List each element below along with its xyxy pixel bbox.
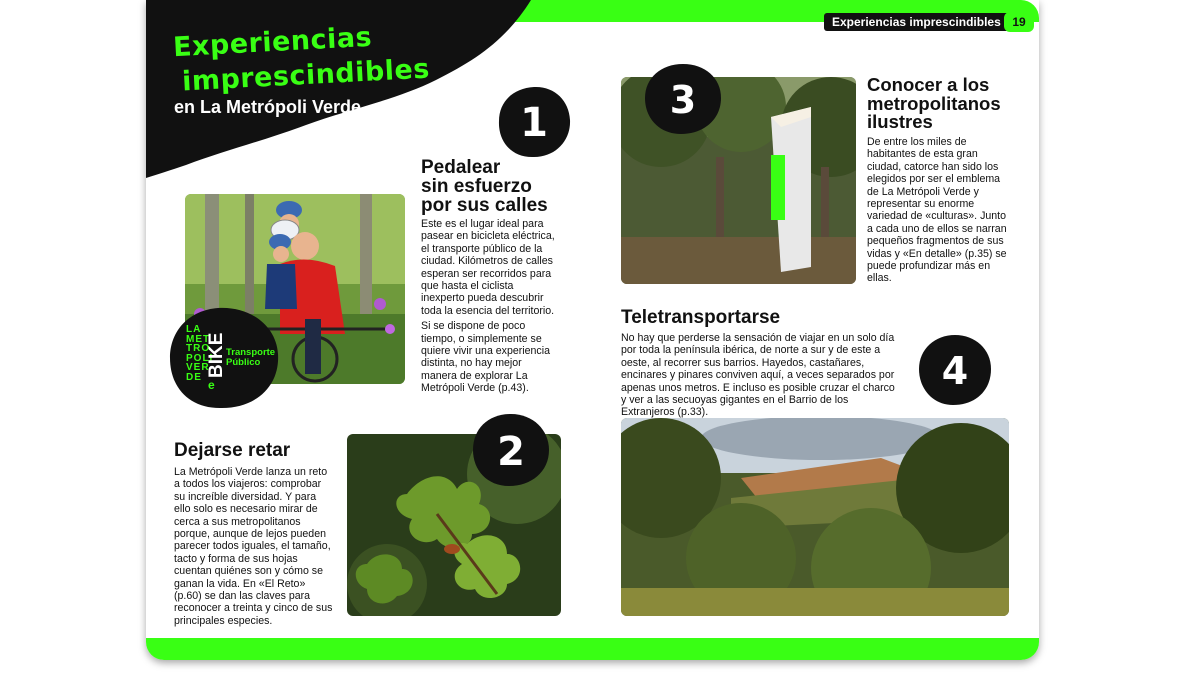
title-line-2: imprescindibles bbox=[181, 53, 431, 98]
number-badge-1 bbox=[496, 84, 572, 160]
section-3-body: De entre los miles de habitantes de esta gran ciudad, catorce han sido los elegidos por ser el emblema de La Metrópoli Verde y representar su enorme variedad de «culturas». Junto a cada uno de ellos se narran pequeños fragmentos de sus vidas y «En detalle» (p.35) se puede profundizar más en ellas. bbox=[867, 136, 1007, 285]
bottom-accent-bar bbox=[146, 638, 1039, 660]
photo-landscape-valley bbox=[621, 418, 1009, 616]
section-3-heading: Conocer a los metropolitanos ilustres bbox=[867, 74, 1001, 132]
section-4-heading: Teletransportarse bbox=[621, 307, 781, 328]
bike-badge-city-letters: LA MET TRO POLI VER DE bbox=[186, 324, 214, 383]
section-4-body: No hay que perderse la sensación de viajar en un solo día por toda la península ibérica, de norte a sur y de este a oeste, al recorrer sus barrios. Hayedos, castañares, encinares y pinares conviven aquí, a veces separados por apenas unos metros. E incluso es posible cruzar el charco y ver a las secuoyas gigantes en el Barrio de los Extranjeros (p.33). bbox=[621, 332, 895, 419]
section-header-label: Experiencias imprescindibles bbox=[824, 13, 1009, 31]
number-badge-4-digit: 4 bbox=[941, 349, 969, 393]
number-badge-2-digit: 2 bbox=[497, 429, 525, 475]
number-badge-2 bbox=[471, 412, 551, 488]
title-line-1: Experiencias bbox=[172, 21, 373, 64]
section-1-body: Este es el lugar ideal para pasear en bicicleta eléctrica, el transporte público de la ciudad. Kilómetros de calles esperan ser recorridos para que hasta el ciclista inexperto pueda descubrir toda la esencia del territorio. Si se dispone de poco tiempo, o simplemente se quiere vivir una experiencia distinta, no hay mejor manera de explorar La Metrópoli Verde (p.43). bbox=[421, 218, 555, 395]
bike-badge-e-symbol: e bbox=[208, 378, 215, 392]
title-subtitle: en La Metrópoli Verde bbox=[174, 97, 362, 117]
number-badge-3 bbox=[643, 62, 723, 136]
number-badge-4 bbox=[917, 333, 993, 407]
section-2-heading: Dejarse retar bbox=[174, 440, 291, 461]
section-1-heading: Pedalear sin esfuerzo por sus calles bbox=[421, 157, 548, 216]
number-badge-1-digit: 1 bbox=[520, 100, 548, 146]
page-number: 19 bbox=[1004, 12, 1034, 32]
section-2-body: La Metrópoli Verde lanza un reto a todos los viajeros: comprobar su increíble diversidad. Y para ello solo es necesario mirar de cerca a sus metropolitanos porque, aunque de lejos pueden parecer todos iguales, el tamaño, tacto y forma de sus hojas cuentan quiénes son y cómo se ganan la vida. En «El Reto» (p.60) se dan las claves para reconocer a treinta y cinco de sus principales especies. bbox=[174, 466, 333, 627]
bike-badge-word: BIKE bbox=[206, 332, 227, 378]
number-badge-3-digit: 3 bbox=[669, 78, 697, 122]
guidebook-spread bbox=[146, 0, 1039, 660]
bike-badge-tagline: Transporte Público bbox=[226, 347, 276, 368]
